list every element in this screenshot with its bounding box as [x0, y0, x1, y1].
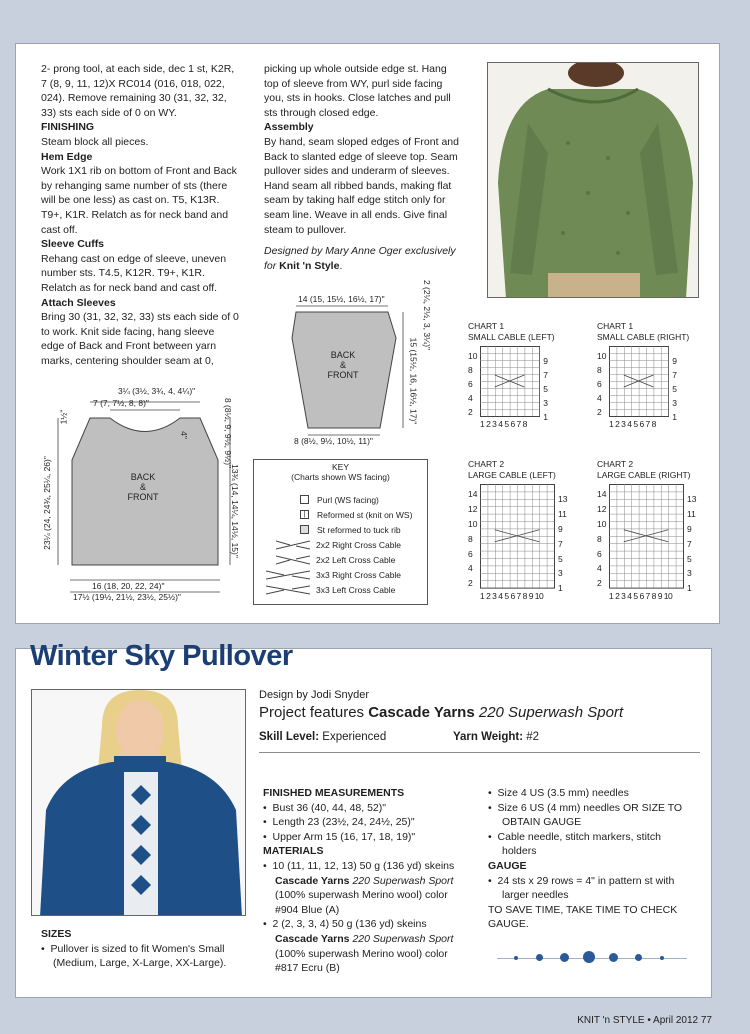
row-number: 3	[558, 568, 563, 579]
row-number: 5	[543, 384, 548, 394]
row-number: 9	[558, 524, 563, 534]
key-item-purl: Purl (WS facing)	[260, 492, 425, 507]
row-number: 6	[468, 379, 473, 389]
row-number: 7	[558, 538, 563, 549]
chart-subtitle: LARGE CABLE (LEFT)	[468, 470, 556, 480]
row-number: 14	[597, 489, 607, 500]
schematic1-neck-depth: 4"	[178, 431, 189, 439]
row-number: 2	[468, 407, 473, 417]
header-divider	[259, 752, 700, 753]
row-number: 7	[672, 370, 677, 380]
chart-subtitle: SMALL CABLE (RIGHT)	[597, 332, 690, 342]
row-number: 7	[687, 538, 692, 549]
hem-edge-heading: Hem Edge	[41, 150, 93, 163]
row-number: 2	[468, 578, 473, 589]
row-number: 3	[672, 398, 677, 408]
row-number: 8	[468, 533, 473, 544]
cable-3x3-left-icon	[266, 585, 310, 595]
assembly-heading: Assembly	[264, 121, 314, 134]
schematic-body-left	[40, 380, 250, 610]
schematic2-right-top: 2 (2¼, 2½, 3, 3¼)"	[422, 279, 433, 351]
row-number: 1	[687, 583, 692, 594]
schematic1-side: 13¾ (14, 14¼, 14½, 15)"	[229, 464, 240, 558]
tuck-symbol-icon	[300, 525, 309, 534]
row-number: 8	[468, 365, 473, 375]
row-number: 1	[672, 412, 677, 422]
chart-subtitle: LARGE CABLE (RIGHT)	[597, 470, 691, 480]
row-number: 13	[558, 494, 568, 505]
purl-symbol-icon	[300, 495, 309, 504]
yarn-weight: Yarn Weight: #2	[453, 731, 540, 743]
row-number: 10	[597, 519, 607, 529]
row-number: 13	[687, 494, 697, 505]
row-number: 10	[597, 351, 607, 361]
schematic-sleeve: BACK & FRONT 14 (15, 15½, 16½, 17)" 8 (8½, 9½, 10½, 11)" 2 (2¼, 2½, 3, 3¼)" 15 (15½, 16, 16½, 17)"	[294, 279, 433, 446]
row-number: 4	[468, 393, 473, 403]
attach-sleeves-heading: Attach Sleeves	[41, 296, 116, 309]
key-item-2x2-right: 2x2 Right Cross Cable	[260, 537, 425, 552]
row-number: 2	[597, 578, 602, 589]
row-number: 8	[597, 365, 602, 375]
finishing-heading: FINISHING	[41, 121, 95, 134]
schematic1-bottom: 16 (18, 20, 22, 24)"	[92, 581, 165, 591]
schematic1-length: 23¼ (24, 24¾, 25¼, 26)"	[41, 456, 52, 550]
schematic2-top: 14 (15, 15½, 16½, 17)"	[298, 294, 385, 304]
column-numbers: 1 2 3 4 5 6 7 8 9 10	[480, 590, 544, 601]
row-number: 12	[597, 504, 607, 515]
article-title: Winter Sky Pullover	[30, 640, 293, 672]
skill-level: Skill Level: Experienced	[259, 731, 387, 743]
page-footer: KNIT 'n STYLE • April 2012 77	[577, 1015, 712, 1026]
key-item-reformed: | Reformed st (knit on WS)	[260, 507, 425, 522]
finished-materials-section: FINISHED MEASUREMENTS • Bust 36 (40, 44, 48, 52)" • Length 23 (23½, 24, 24½, 25)" • Upper Arm 15 (16, 17, 18, 19)" MATERIALS • 10 (11, 11, 12, 13) 50 g (136 yd) skeins Cascade Yarns 220 Superwash Sport (100% superwash Merino wool) color #904 Blue (A) • 2 (2, 3, 3, 4) 50 g (136 yd) skeins Cascade Yarns 220 Superwash Sport (100% superwash Merino wool) color #817 Ecru (B)	[263, 787, 455, 975]
left-column-text: 2- prong tool, at each side, dec 1 st, K2R, 7 (8, 9, 11, 12)X RC014 (016, 018, 022, 024). Remove remaining 30 (31, 32, 32, 33) sts each side of 0 on WY. FINISHING Steam block all pieces. Hem Edge Work 1X1 rib on bottom of Front and Back by rehanging same number of sts (there will be one less) as cast on. T5, K13R. T9+, K1R. Relatch as for neck band and cast off. Sleeve Cuffs Rehang cast on edge of sleeve, uneven number sts. T4.5, K12R. T9+, K1R. Relatch as for neck band and cast off. Attach Sleeves Bring 30 (31, 32, 32, 33) sts each side of 0 to work. Knit side facing, hang sleeve edge of Back and Front between yarn marks, centering shoulder seam at 0,	[41, 63, 239, 367]
row-number: 3	[687, 568, 692, 579]
key-item-2x2-left: 2x2 Left Cross Cable	[260, 552, 425, 567]
row-number: 9	[687, 524, 692, 534]
chart-title: CHART 1	[468, 321, 505, 331]
schematic2-bottom: 8 (8½, 9½, 10½, 11)"	[294, 436, 373, 446]
row-number: 2	[597, 407, 602, 417]
row-number: 11	[687, 509, 696, 520]
column-numbers: 1 2 3 4 5 6 7 8	[609, 419, 656, 429]
row-number: 4	[597, 393, 602, 403]
cable-left-icon	[276, 555, 310, 565]
project-features: Project features Cascade Yarns 220 Superwash Sport	[259, 704, 624, 721]
schematic1-label: BACK & FRONT	[127, 472, 159, 502]
green-sweater-photo	[487, 62, 699, 298]
row-number: 9	[543, 356, 548, 366]
sleeve-cuffs-heading: Sleeve Cuffs	[41, 238, 105, 251]
chart-subtitle: SMALL CABLE (LEFT)	[468, 332, 555, 342]
chart-title: CHART 2	[468, 459, 505, 469]
chart-grid	[480, 484, 555, 589]
row-number: 14	[468, 489, 478, 500]
blue-pullover-photo	[31, 689, 246, 916]
row-number: 6	[468, 548, 473, 559]
sizes-section: SIZES • Pullover is sized to fit Women's Small (Medium, Large, X-Large, XX-Large).	[41, 928, 227, 970]
key-item-3x3-right: 3x3 Right Cross Cable	[260, 567, 425, 582]
schematic1-neck: 3¼ (3½, 3¾, 4, 4¼)"	[118, 386, 196, 396]
cable-3x3-right-icon	[266, 570, 310, 580]
row-number: 6	[597, 548, 602, 559]
row-number: 12	[468, 504, 478, 515]
row-number: 10	[468, 519, 478, 529]
schematic1-armhole: 8 (8½, 9, 9½, 9½)"	[223, 397, 234, 469]
key-item-tuck: St reformed to tuck rib	[260, 522, 425, 537]
row-number: 4	[597, 563, 602, 574]
schematic1-small: 1½"	[58, 409, 69, 425]
key-item-3x3-left: 3x3 Left Cross Cable	[260, 582, 425, 597]
design-credit: Design by Jodi Snyder	[259, 689, 370, 701]
row-number: 5	[672, 384, 677, 394]
middle-column-text: picking up whole outside edge st. Hang top of sleeve from WY, purl side facing you, sts in hooks. Close latches and pull sts through closed edge. Assembly By hand, seam sloped edges of Front and Back to slanted edge of sleeve top. Seam pullover sides and underarm of sleeves. Hand seam all ribbed bands, making flat seam by taking half edge stitch only for seam line. Weave in all ends. Give final steam to pullover. Designed by Mary Anne Oger exclusively for Knit 'n Style.	[264, 63, 459, 272]
cable-right-icon	[276, 540, 310, 550]
needles-gauge-section: • Size 4 US (3.5 mm) needles • Size 6 US (4 mm) needles OR SIZE TO OBTAIN GAUGE • Cable needle, stitch markers, stitch holders GAUGE • 24 sts x 29 rows = 4" in pattern st with larger needles TO SAVE TIME, TAKE TIME TO CHECK GAUGE.	[488, 787, 683, 931]
reformed-symbol-icon: |	[300, 510, 309, 519]
row-number: 7	[543, 370, 548, 380]
schematic1-width: 7 (7, 7½, 8, 8)"	[93, 398, 149, 408]
row-number: 1	[558, 583, 563, 594]
row-number: 5	[687, 553, 692, 564]
column-numbers: 1 2 3 4 5 6 7 8	[480, 419, 527, 429]
stitch-key	[253, 459, 428, 605]
row-number: 11	[558, 509, 567, 520]
schematic2-right-side: 15 (15½, 16, 16½, 17)"	[408, 337, 419, 425]
chart-grid	[609, 484, 684, 589]
chart-grid	[480, 346, 540, 417]
row-number: 5	[558, 553, 563, 564]
chart-title: CHART 2	[597, 459, 634, 469]
key-subtitle: (Charts shown WS facing)	[291, 472, 390, 482]
chart-grid	[609, 346, 669, 417]
row-number: 1	[543, 412, 548, 422]
designer-credit: Designed by Mary Anne Oger exclusively	[264, 245, 456, 258]
row-number: 4	[468, 563, 473, 574]
row-number: 9	[672, 356, 677, 366]
column-numbers: 1 2 3 4 5 6 7 8 9 10	[609, 590, 673, 601]
row-number: 6	[597, 379, 602, 389]
row-number: 10	[468, 351, 478, 361]
row-number: 8	[597, 533, 602, 544]
brand-name: Knit 'n Style	[279, 259, 340, 272]
chart-title: CHART 1	[597, 321, 634, 331]
row-number: 3	[543, 398, 548, 408]
key-title: KEY	[331, 462, 349, 472]
schematic1-bottom-outer: 17½ (19½, 21½, 23½, 25½)"	[73, 592, 181, 602]
